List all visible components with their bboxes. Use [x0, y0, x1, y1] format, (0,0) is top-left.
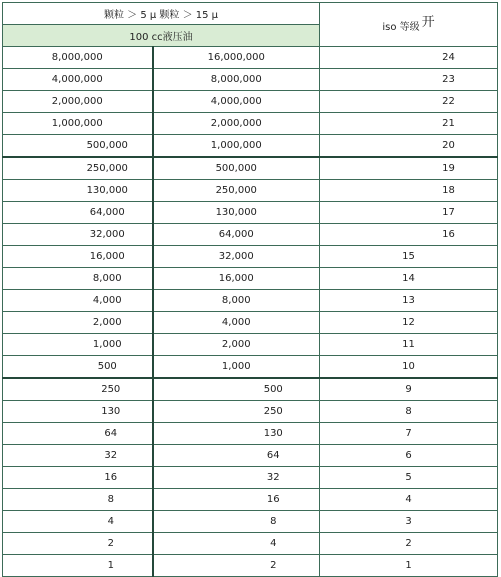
table-row [3, 467, 498, 489]
count-gt15-cell: 4,000,000 [153, 91, 320, 113]
count-gt15-cell: 64,000 [153, 224, 320, 246]
count-gt15-cell: 500 [153, 378, 320, 401]
iso-code-cell: 8 [320, 401, 498, 423]
table-row [3, 378, 498, 401]
iso-code-cell: 13 [320, 290, 498, 312]
count-gt5-cell: 1,000,000 [3, 113, 153, 135]
table-row [3, 246, 498, 268]
iso-code-cell: 18 [320, 180, 498, 202]
table-row [3, 69, 498, 91]
table-row [3, 445, 498, 467]
table-row [3, 555, 498, 577]
count-gt5-cell: 500 [3, 356, 153, 379]
count-gt5-cell: 250,000 [3, 157, 153, 180]
iso-code-cell: 12 [320, 312, 498, 334]
table-row [3, 224, 498, 246]
table-row [3, 401, 498, 423]
count-gt5-cell: 4 [3, 511, 153, 533]
count-gt15-cell: 2,000,000 [153, 113, 320, 135]
count-gt15-cell: 16 [153, 489, 320, 511]
count-gt5-cell: 8,000,000 [3, 47, 153, 69]
iso-code-cell: 16 [320, 224, 498, 246]
count-gt15-cell: 8,000,000 [153, 69, 320, 91]
table-row [3, 290, 498, 312]
count-gt5-cell: 32 [3, 445, 153, 467]
iso-code-cell: 1 [320, 555, 498, 577]
iso-code-cell: 11 [320, 334, 498, 356]
iso-code-cell: 24 [320, 47, 498, 69]
iso-grade-header [320, 3, 498, 47]
count-gt15-cell: 4,000 [153, 312, 320, 334]
iso-code-cell: 2 [320, 533, 498, 555]
count-gt5-cell: 1,000 [3, 334, 153, 356]
count-gt15-cell: 32,000 [153, 246, 320, 268]
count-gt5-cell: 64 [3, 423, 153, 445]
iso-code-cell: 9 [320, 378, 498, 401]
table-row [3, 423, 498, 445]
count-gt15-cell: 1,000,000 [153, 135, 320, 158]
table-row [3, 511, 498, 533]
count-gt15-cell: 2 [153, 555, 320, 577]
count-gt15-cell: 16,000,000 [153, 47, 320, 69]
header-row-1 [3, 3, 498, 25]
count-gt15-cell: 130 [153, 423, 320, 445]
count-gt5-cell: 8,000 [3, 268, 153, 290]
count-gt15-cell: 2,000 [153, 334, 320, 356]
count-gt5-cell: 2,000,000 [3, 91, 153, 113]
table-row [3, 268, 498, 290]
table-row [3, 135, 498, 158]
count-gt5-cell: 16,000 [3, 246, 153, 268]
iso-code-cell: 6 [320, 445, 498, 467]
count-gt15-cell: 130,000 [153, 202, 320, 224]
table-row [3, 47, 498, 69]
iso-cleanliness-table [2, 2, 498, 577]
iso-code-cell: 20 [320, 135, 498, 158]
count-gt15-cell: 64 [153, 445, 320, 467]
table-row [3, 91, 498, 113]
iso-code-cell: 23 [320, 69, 498, 91]
iso-code-cell: 7 [320, 423, 498, 445]
iso-code-cell: 5 [320, 467, 498, 489]
table-row [3, 489, 498, 511]
table-row [3, 533, 498, 555]
table-row [3, 180, 498, 202]
table-body [3, 3, 498, 577]
count-gt5-cell: 4,000 [3, 290, 153, 312]
count-gt5-cell: 16 [3, 467, 153, 489]
iso-code-cell: 17 [320, 202, 498, 224]
iso-code-cell: 3 [320, 511, 498, 533]
table-row [3, 157, 498, 180]
iso-code-cell: 22 [320, 91, 498, 113]
count-gt5-cell: 130,000 [3, 180, 153, 202]
iso-code-cell: 4 [320, 489, 498, 511]
count-gt5-cell: 64,000 [3, 202, 153, 224]
table-row [3, 202, 498, 224]
count-gt5-cell: 1 [3, 555, 153, 577]
iso-code-cell: 10 [320, 356, 498, 379]
count-gt15-cell: 1,000 [153, 356, 320, 379]
table-row [3, 312, 498, 334]
count-gt15-cell: 16,000 [153, 268, 320, 290]
table-row [3, 356, 498, 379]
table-row [3, 113, 498, 135]
count-gt5-cell: 2 [3, 533, 153, 555]
count-gt5-cell: 8 [3, 489, 153, 511]
particle-size-header: 颗粒 ＞ 5 μ 颗粒 ＞ 15 μ [3, 3, 320, 25]
count-gt15-cell: 8 [153, 511, 320, 533]
iso-grade-label: iso 等级 [382, 22, 420, 33]
count-gt5-cell: 500,000 [3, 135, 153, 158]
count-gt15-cell: 32 [153, 467, 320, 489]
count-gt5-cell: 2,000 [3, 312, 153, 334]
iso-code-cell: 21 [320, 113, 498, 135]
count-gt15-cell: 250,000 [153, 180, 320, 202]
count-gt5-cell: 32,000 [3, 224, 153, 246]
volume-header: 100 cc液压油 [3, 25, 320, 47]
count-gt15-cell: 8,000 [153, 290, 320, 312]
count-gt15-cell: 250 [153, 401, 320, 423]
table-row [3, 334, 498, 356]
count-gt15-cell: 500,000 [153, 157, 320, 180]
iso-code-cell: 15 [320, 246, 498, 268]
count-gt15-cell: 4 [153, 533, 320, 555]
iso-grade-suffix: 开 [421, 15, 435, 30]
count-gt5-cell: 4,000,000 [3, 69, 153, 91]
iso-code-cell: 14 [320, 268, 498, 290]
count-gt5-cell: 250 [3, 378, 153, 401]
iso-code-cell: 19 [320, 157, 498, 180]
count-gt5-cell: 130 [3, 401, 153, 423]
